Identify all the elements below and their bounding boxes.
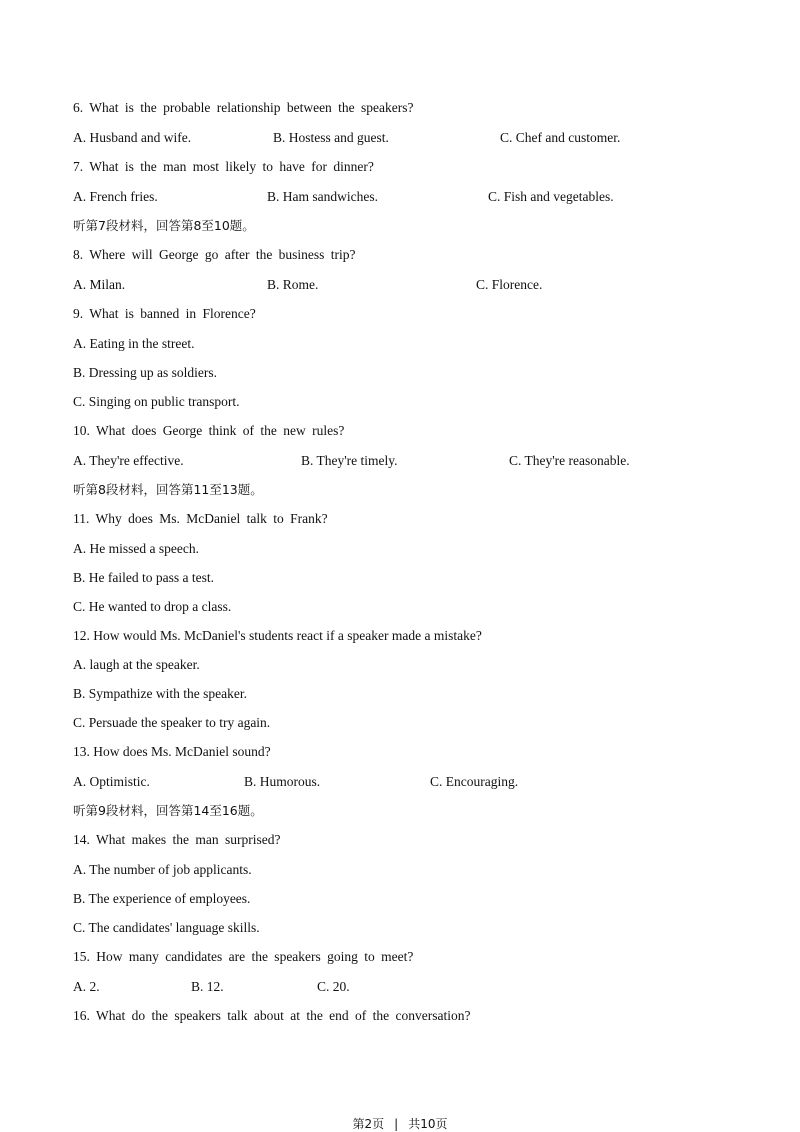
option-c: C. Florence. — [476, 277, 543, 292]
question-9-option-b: B. Dressing up as soldiers. — [73, 365, 217, 380]
question-11-stem: 11. Why does Ms. McDaniel talk to Frank? — [73, 511, 328, 526]
option-c: C. Fish and vegetables. — [488, 189, 614, 204]
section-heading-7: 听第7段材料，回答第8至10题。 — [73, 218, 255, 233]
page-number: 第2页 — [352, 1117, 385, 1131]
option-a: A. French fries. — [73, 189, 158, 204]
question-11-option-c: C. He wanted to drop a class. — [73, 599, 232, 614]
option-b: B. Humorous. — [244, 774, 321, 789]
question-12-option-c: C. Persuade the speaker to try again. — [73, 715, 271, 730]
question-9-option-c: C. Singing on public transport. — [73, 394, 240, 409]
question-10-stem: 10. What does George think of the new rules? — [73, 423, 345, 438]
question-12-stem: 12. How would Ms. McDaniel's students react if a speaker made a mistake? — [73, 628, 482, 643]
option-a: A. They're effective. — [73, 453, 184, 468]
question-11-option-b: B. He failed to pass a test. — [73, 570, 214, 585]
option-a: A. Husband and wife. — [73, 130, 192, 145]
page-footer — [0, 1115, 800, 1132]
total-pages: 共10页 — [408, 1117, 448, 1131]
option-c: C. Chef and customer. — [500, 130, 621, 145]
section-heading-8: 听第8段材料，回答第11至13题。 — [73, 482, 263, 497]
option-a: A. Optimistic. — [73, 774, 150, 789]
option-b: B. Hostess and guest. — [273, 130, 389, 145]
question-14-option-a: A. The number of job applicants. — [73, 862, 252, 877]
option-a: A. Milan. — [73, 277, 126, 292]
question-7-stem: 7. What is the man most likely to have for dinner? — [73, 159, 374, 174]
option-c: C. 20. — [317, 979, 350, 994]
footer-divider: | — [394, 1117, 399, 1131]
question-16-stem: 16. What do the speakers talk about at the end of the conversation? — [73, 1008, 471, 1023]
option-c: C. Encouraging. — [430, 774, 519, 789]
option-b: B. Rome. — [267, 277, 319, 292]
question-14-stem: 14. What makes the man surprised? — [73, 832, 281, 847]
question-9-stem: 9. What is banned in Florence? — [73, 306, 256, 321]
question-9-option-a: A. Eating in the street. — [73, 336, 195, 351]
option-c: C. They're reasonable. — [509, 453, 630, 468]
question-8-stem: 8. Where will George go after the business trip? — [73, 247, 356, 262]
question-15-stem: 15. How many candidates are the speakers going to meet? — [73, 949, 414, 964]
option-b: B. Ham sandwiches. — [267, 189, 378, 204]
section-heading-9: 听第9段材料，回答第14至16题。 — [73, 803, 263, 818]
option-b: B. 12. — [191, 979, 224, 994]
question-11-option-a: A. He missed a speech. — [73, 541, 199, 556]
option-b: B. They're timely. — [301, 453, 398, 468]
question-12-option-a: A. laugh at the speaker. — [73, 657, 200, 672]
question-14-option-c: C. The candidates' language skills. — [73, 920, 260, 935]
question-14-option-b: B. The experience of employees. — [73, 891, 251, 906]
option-a: A. 2. — [73, 979, 100, 994]
question-6-stem: 6. What is the probable relationship between the speakers? — [73, 100, 414, 115]
question-12-option-b: B. Sympathize with the speaker. — [73, 686, 247, 701]
question-13-stem: 13. How does Ms. McDaniel sound? — [73, 744, 271, 759]
